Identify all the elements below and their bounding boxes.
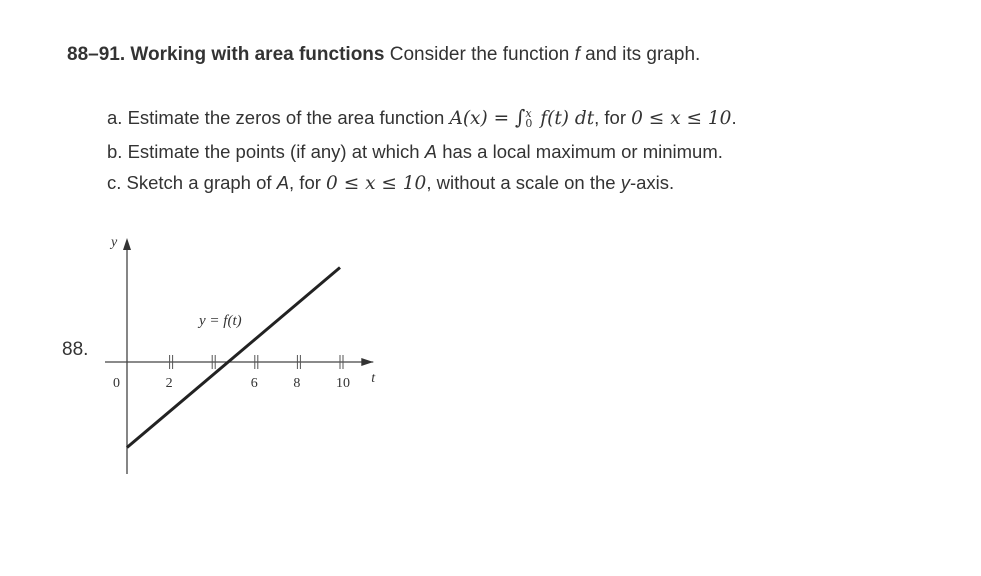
var-a: A — [424, 141, 438, 162]
part-c-suffix: , without a scale on the — [426, 172, 621, 193]
chart-marks — [127, 268, 340, 448]
problem-number: 88. — [62, 339, 89, 360]
lower-limit: 0 — [525, 117, 533, 131]
integral-limits — [525, 109, 532, 129]
x-axis-label: t — [371, 371, 376, 386]
part-a-text: a. Estimate the zeros of the area function — [107, 107, 445, 128]
function-name: f — [574, 44, 580, 65]
upper-limit: x — [525, 107, 532, 121]
function-graph — [0, 220, 400, 500]
heading-text: Consider the function — [389, 44, 570, 65]
part-c-mid: , for — [289, 172, 327, 193]
function-label: y = f(t) — [199, 313, 242, 329]
part-c — [107, 172, 674, 194]
x-axis-arrow — [361, 358, 373, 366]
part-b-end: has a local maximum or minimum. — [437, 141, 723, 162]
equals-sign: = — [487, 108, 515, 129]
var-a: A — [276, 172, 290, 193]
problem-heading — [67, 44, 700, 66]
function-line — [127, 268, 340, 448]
x-tick-label: 8 — [293, 376, 301, 391]
integral-sign: ∫ — [514, 105, 526, 129]
integrand: f(t) dt — [534, 108, 595, 129]
part-c-end: -axis. — [629, 172, 675, 193]
part-c-text: c. Sketch a graph of — [107, 172, 277, 193]
comma: , — [594, 107, 600, 128]
x-tick-label: 2 — [165, 376, 173, 391]
problem-title: Working with area functions — [130, 44, 385, 65]
part-b — [107, 141, 723, 163]
x-tick-label: 6 — [250, 376, 258, 391]
part-b-text: b. Estimate the points (if any) at which — [107, 141, 425, 162]
y-axis-arrow — [123, 238, 131, 250]
range-a: 0 ≤ x ≤ 10 — [631, 108, 732, 129]
range-c: 0 ≤ x ≤ 10 — [326, 173, 427, 194]
part-a — [107, 105, 737, 129]
axis-name: y — [620, 172, 630, 193]
area-function: A(x) — [449, 108, 488, 129]
x-tick-label: 10 — [336, 376, 350, 391]
for-text: for — [599, 107, 632, 128]
y-axis-label: y — [111, 235, 118, 250]
x-tick-label: 0 — [113, 376, 120, 391]
problem-range: 88–91. — [67, 44, 126, 65]
heading-text-end: and its graph. — [585, 44, 701, 65]
period: . — [731, 107, 737, 128]
